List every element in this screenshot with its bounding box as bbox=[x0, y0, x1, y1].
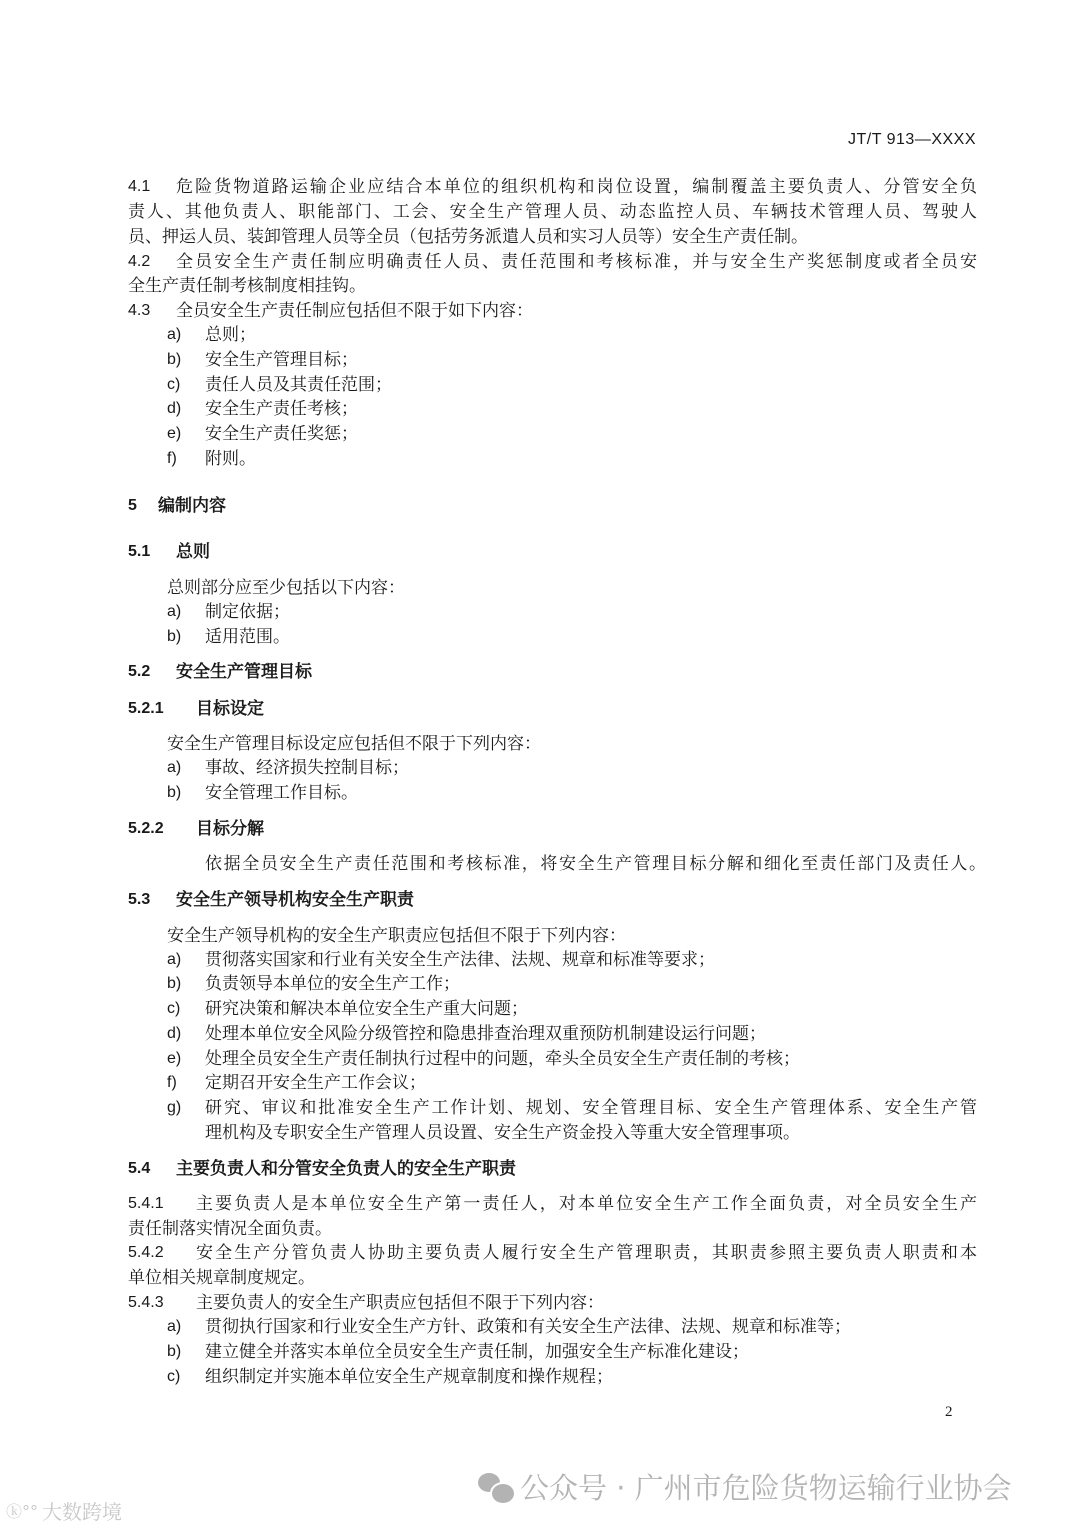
clause-number: a) bbox=[167, 951, 182, 968]
paragraph-line bbox=[0, 732, 1080, 756]
clause-number: b) bbox=[167, 975, 182, 992]
section-heading bbox=[0, 494, 1080, 518]
logo-text: 大数跨境 bbox=[42, 1500, 123, 1524]
line-text: 单位相关规章制度规定。 bbox=[128, 1268, 315, 1288]
line-text: 全员安全生产责任制应包括但不限于如下内容： bbox=[176, 301, 533, 321]
line-text: 安全生产管理目标设定应包括但不限于下列内容： bbox=[167, 734, 541, 754]
clause-number: 5.1 bbox=[128, 543, 151, 560]
logo-mark-icon: ⓚ°° bbox=[6, 1502, 39, 1521]
standard-code: JT/T 913—XXXX bbox=[847, 131, 976, 148]
clause-number: 5.4.2 bbox=[128, 1244, 164, 1261]
clause-number: 4.2 bbox=[128, 253, 151, 270]
clause-number: b) bbox=[167, 628, 182, 645]
clause-number: 4.1 bbox=[128, 178, 151, 195]
line-text: 适用范围。 bbox=[205, 627, 290, 647]
line-text: 定期召开安全生产工作会议； bbox=[205, 1073, 426, 1093]
line-text: 理机构及专职安全生产管理人员设置、安全生产资金投入等重大安全管理事项。 bbox=[205, 1123, 800, 1143]
paragraph-line bbox=[0, 1217, 1080, 1241]
wechat-icon bbox=[478, 1471, 514, 1503]
line-text: 贯彻执行国家和行业安全生产方针、政策和有关安全生产法律、法规、规章和标准等； bbox=[205, 1317, 851, 1337]
line-text: 总则部分应至少包括以下内容： bbox=[167, 578, 405, 598]
list-item bbox=[0, 600, 1080, 624]
clause-number: a) bbox=[167, 1318, 182, 1335]
section-heading bbox=[0, 540, 1080, 564]
line-text: 危险货物道路运输企业应结合本单位的组织机构和岗位设置，编制覆盖主要负责人、分管安全负 bbox=[176, 177, 977, 197]
line-text: 主要负责人是本单位安全生产第一责任人，对本单位安全生产工作全面负责，对全员安全生产 bbox=[196, 1194, 977, 1214]
line-text: 主要负责人和分管安全负责人的安全生产职责 bbox=[176, 1159, 516, 1179]
line-text: 研究决策和解决本单位安全生产重大问题； bbox=[205, 999, 528, 1019]
clause-number: d) bbox=[167, 400, 182, 417]
line-text: 总则 bbox=[176, 542, 210, 562]
line-text: 安全生产管理目标； bbox=[205, 350, 358, 370]
section-heading bbox=[0, 817, 1080, 841]
line-text: 目标设定 bbox=[196, 699, 264, 719]
line-text: 编制内容 bbox=[158, 496, 226, 516]
wechat-account-text: 公众号 · 广州市危险货物运输行业协会 bbox=[520, 1471, 1012, 1505]
paragraph-line bbox=[0, 1121, 1080, 1145]
list-item bbox=[0, 756, 1080, 780]
clause-number: b) bbox=[167, 351, 182, 368]
clause-number: 5.4.1 bbox=[128, 1195, 164, 1212]
list-item bbox=[0, 397, 1080, 421]
paragraph-line bbox=[0, 1266, 1080, 1290]
section-heading bbox=[0, 1157, 1080, 1181]
list-item bbox=[0, 1365, 1080, 1389]
line-text: 贯彻落实国家和行业有关安全生产法律、法规、规章和标准等要求； bbox=[205, 950, 715, 970]
wechat-watermark bbox=[478, 1466, 1012, 1507]
line-text: 组织制定并实施本单位安全生产规章制度和操作规程； bbox=[205, 1367, 613, 1387]
list-item bbox=[0, 422, 1080, 446]
list-item bbox=[0, 997, 1080, 1021]
paragraph-line bbox=[0, 225, 1080, 249]
clause-number: 4.3 bbox=[128, 302, 151, 319]
line-text: 安全生产管理目标 bbox=[176, 662, 312, 682]
paragraph-line bbox=[0, 576, 1080, 600]
list-item bbox=[0, 373, 1080, 397]
line-text: 员、押运人员、装卸管理人员等全员（包括劳务派遣人员和实习人员等）安全生产责任制。 bbox=[128, 227, 808, 247]
paragraph-line bbox=[0, 299, 1080, 323]
clause-number: d) bbox=[167, 1025, 182, 1042]
line-text: 目标分解 bbox=[196, 819, 264, 839]
paragraph-line bbox=[0, 924, 1080, 948]
line-text: 全生产责任制考核制度相挂钩。 bbox=[128, 276, 366, 296]
section-heading bbox=[0, 697, 1080, 721]
clause-number: c) bbox=[167, 1368, 181, 1385]
clause-number: 5.2 bbox=[128, 663, 151, 680]
line-text: 安全生产领导机构的安全生产职责应包括但不限于下列内容： bbox=[167, 926, 626, 946]
clause-number: 5.2.1 bbox=[128, 700, 164, 717]
list-item bbox=[0, 1071, 1080, 1095]
paragraph-line bbox=[0, 200, 1080, 224]
list-item bbox=[0, 1315, 1080, 1339]
list-item bbox=[0, 323, 1080, 347]
clause-number: e) bbox=[167, 1050, 182, 1067]
paragraph-line bbox=[0, 1291, 1080, 1315]
list-item bbox=[0, 447, 1080, 471]
paragraph-line bbox=[0, 852, 1080, 876]
clause-number: b) bbox=[167, 1343, 182, 1360]
line-text: 事故、经济损失控制目标； bbox=[205, 758, 409, 778]
line-text: 安全生产分管负责人协助主要负责人履行安全生产管理职责，其职责参照主要负责人职责和本 bbox=[196, 1243, 977, 1263]
line-text: 责任制落实情况全面负责。 bbox=[128, 1219, 332, 1239]
paragraph-line bbox=[0, 250, 1080, 274]
line-text: 责任人员及其责任范围； bbox=[205, 375, 392, 395]
clause-number: 5.2.2 bbox=[128, 820, 164, 837]
line-text: 负责领导本单位的安全生产工作； bbox=[205, 974, 460, 994]
clause-number: 5.3 bbox=[128, 891, 151, 908]
clause-number: 5 bbox=[128, 497, 137, 514]
clause-number: a) bbox=[167, 603, 182, 620]
clause-number: 5.4 bbox=[128, 1160, 151, 1177]
section-heading bbox=[0, 660, 1080, 684]
line-text: 处理全员安全生产责任制执行过程中的问题，牵头全员安全生产责任制的考核； bbox=[205, 1049, 800, 1069]
paragraph-line bbox=[0, 175, 1080, 199]
clause-number: g) bbox=[167, 1099, 182, 1116]
line-text: 总则； bbox=[205, 325, 256, 345]
logo-watermark bbox=[6, 1496, 122, 1525]
clause-number: a) bbox=[167, 326, 182, 343]
line-text: 研究、审议和批准安全生产工作计划、规划、安全管理目标、安全生产管理体系、安全生产管 bbox=[205, 1098, 977, 1118]
line-text: 主要负责人的安全生产职责应包括但不限于下列内容： bbox=[196, 1293, 604, 1313]
line-text: 安全生产责任奖惩； bbox=[205, 424, 358, 444]
list-item bbox=[0, 348, 1080, 372]
line-text: 依据全员安全生产责任范围和考核标准，将安全生产管理目标分解和细化至责任部门及责任人。 bbox=[205, 854, 986, 874]
line-text: 全员安全生产责任制应明确责任人员、责任范围和考核标准，并与安全生产奖惩制度或者全员安 bbox=[176, 252, 977, 272]
clause-number: f) bbox=[167, 1074, 177, 1091]
line-text: 建立健全并落实本单位全员安全生产责任制，加强安全生产标准化建设； bbox=[205, 1342, 749, 1362]
paragraph-line bbox=[0, 274, 1080, 298]
clause-number: b) bbox=[167, 784, 182, 801]
paragraph-line bbox=[0, 1192, 1080, 1216]
clause-number: c) bbox=[167, 1000, 181, 1017]
clause-number: 5.4.3 bbox=[128, 1294, 164, 1311]
paragraph-line bbox=[0, 1241, 1080, 1265]
clause-number: a) bbox=[167, 759, 182, 776]
list-item bbox=[0, 781, 1080, 805]
clause-number: e) bbox=[167, 425, 182, 442]
list-item bbox=[0, 625, 1080, 649]
section-heading bbox=[0, 888, 1080, 912]
list-item bbox=[0, 1340, 1080, 1364]
line-text: 附则。 bbox=[205, 449, 256, 469]
list-item bbox=[0, 948, 1080, 972]
list-item bbox=[0, 1096, 1080, 1120]
line-text: 制定依据； bbox=[205, 602, 290, 622]
clause-number: f) bbox=[167, 450, 177, 467]
line-text: 安全生产责任考核； bbox=[205, 399, 358, 419]
list-item bbox=[0, 1022, 1080, 1046]
line-text: 安全生产领导机构安全生产职责 bbox=[176, 890, 414, 910]
line-text: 处理本单位安全风险分级管控和隐患排查治理双重预防机制建设运行问题； bbox=[205, 1024, 766, 1044]
clause-number: c) bbox=[167, 376, 181, 393]
list-item bbox=[0, 972, 1080, 996]
line-text: 安全管理工作目标。 bbox=[205, 783, 358, 803]
page-number: 2 bbox=[945, 1404, 953, 1420]
line-text: 责人、其他负责人、职能部门、工会、安全生产管理人员、动态监控人员、车辆技术管理人员、驾驶人 bbox=[128, 202, 977, 222]
list-item bbox=[0, 1047, 1080, 1071]
